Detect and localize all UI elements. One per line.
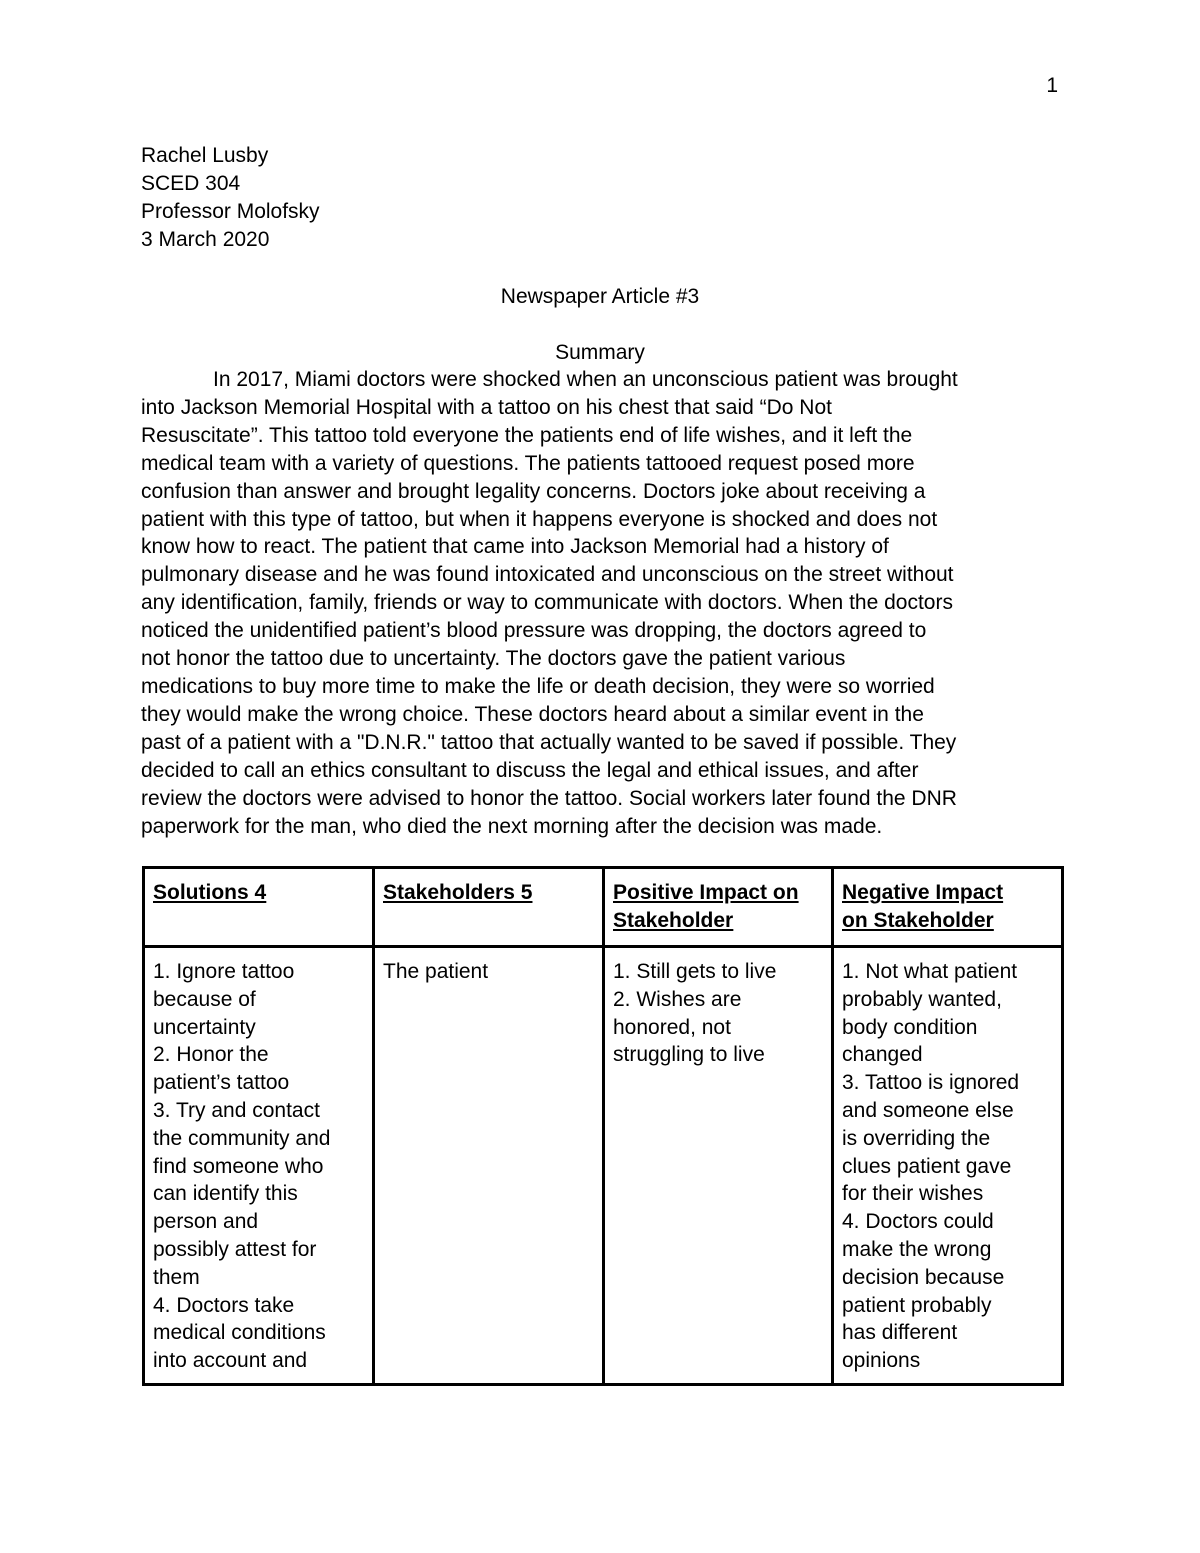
summary-line: patient with this type of tattoo, but when it happens everyone is shocked and does not	[141, 507, 938, 531]
summary-line: In 2017, Miami doctors were shocked when an unconscious patient was brought	[213, 368, 958, 391]
summary-line: pulmonary disease and he was found intoxicated and unconscious on the street without	[141, 563, 954, 587]
table-row	[144, 947, 1063, 1385]
summary-line: medical team with a variety of questions. The patients tattooed request posed more	[141, 451, 915, 475]
summary-line: review the doctors were advised to honor the tattoo. Social workers later found the DNR	[141, 786, 957, 810]
summary-line: decided to call an ethics consultant to discuss the legal and ethical issues, and after	[141, 758, 919, 782]
header-cell-negative-impact	[833, 868, 1063, 947]
cell-line: opinions	[842, 1349, 921, 1373]
cell-line: medical conditions	[153, 1321, 326, 1345]
cell-negative-impact	[833, 947, 1063, 1385]
summary-line: noticed the unidentified patient’s blood pressure was dropping, the doctors agreed to	[141, 619, 927, 643]
cell-line: make the wrong	[842, 1237, 992, 1261]
header-label	[383, 879, 594, 907]
summary-line: confusion than answer and brought legality concerns. Doctors joke about receiving a	[141, 479, 926, 503]
cell-line: 4. Doctors take	[153, 1293, 295, 1317]
header-label-line: Stakeholders 5	[383, 881, 533, 904]
summary-paragraph	[141, 366, 1061, 840]
header-label	[842, 879, 1053, 935]
cell-line: clues patient gave	[842, 1154, 1012, 1178]
professor-name: Professor Molofsky	[141, 200, 320, 223]
cell-line: person and	[153, 1210, 259, 1234]
cell-line: 1. Still gets to live	[613, 960, 777, 983]
summary-line: they would make the wrong choice. These doctors heard about a similar event in the	[141, 702, 924, 726]
header-label-line: Negative Impact	[842, 881, 1004, 904]
cell-line: 1. Not what patient	[842, 960, 1018, 983]
cell-line: 2. Honor the	[153, 1043, 269, 1067]
header-cell-solutions	[144, 868, 374, 947]
cell-line: body condition	[842, 1015, 978, 1039]
cell-line: 4. Doctors could	[842, 1210, 994, 1234]
summary-line: any identification, family, friends or way to communicate with doctors. When the doctors	[141, 591, 953, 615]
cell-line: the community and	[153, 1126, 331, 1150]
document-title: Newspaper Article #3	[500, 285, 700, 308]
cell-line: find someone who	[153, 1154, 324, 1178]
cell-line: 2. Wishes are	[613, 987, 742, 1011]
header-label-line: Solutions 4	[153, 881, 267, 904]
cell-line: is overriding the	[842, 1126, 991, 1150]
header-label	[613, 879, 823, 935]
header-label	[153, 879, 364, 907]
summary-heading: Summary	[555, 341, 645, 364]
table-header-row	[144, 868, 1063, 947]
cell-line: patient’s tattoo	[153, 1071, 290, 1095]
cell-line: 3. Try and contact	[153, 1098, 320, 1122]
header-label-line: on Stakeholder	[842, 908, 994, 932]
author-name: Rachel Lusby	[141, 144, 269, 167]
cell-line: possibly attest for	[153, 1237, 317, 1261]
cell-solutions	[144, 947, 374, 1385]
cell-positive-impact	[604, 947, 833, 1385]
stakeholder-analysis-table	[142, 866, 1064, 1386]
cell-line: uncertainty	[153, 1015, 256, 1039]
course-code: SCED 304	[141, 172, 241, 195]
summary-line: past of a patient with a "D.N.R." tattoo that actually wanted to be saved if possible. They	[141, 730, 957, 754]
header-label-line: Stakeholder	[613, 908, 734, 932]
cell-line: honored, not	[613, 1015, 731, 1039]
cell-stakeholders	[374, 947, 604, 1385]
cell-line: struggling to live	[613, 1043, 765, 1067]
cell-line: The patient	[383, 960, 489, 983]
header-label-line: Positive Impact on	[613, 881, 799, 904]
cell-line: probably wanted,	[842, 987, 1002, 1011]
cell-line: decision because	[842, 1265, 1005, 1289]
cell-line: has different	[842, 1321, 958, 1345]
summary-line: know how to react. The patient that came into Jackson Memorial had a history of	[141, 535, 889, 559]
cell-line: 3. Tattoo is ignored	[842, 1071, 1020, 1095]
cell-line: changed	[842, 1043, 923, 1067]
header-cell-positive-impact	[604, 868, 833, 947]
cell-line: can identify this	[153, 1182, 298, 1206]
cell-line: them	[153, 1265, 200, 1289]
summary-line: paperwork for the man, who died the next morning after the decision was made.	[141, 814, 883, 838]
document-date: 3 March 2020	[141, 228, 270, 251]
author-header-block	[141, 142, 320, 254]
cell-line: 1. Ignore tattoo	[153, 960, 295, 983]
cell-line: patient probably	[842, 1293, 992, 1317]
summary-line: not honor the tattoo due to uncertainty. The doctors gave the patient various	[141, 647, 846, 671]
header-cell-stakeholders	[374, 868, 604, 947]
page-number: 1	[1046, 74, 1058, 97]
cell-line: into account and	[153, 1349, 308, 1373]
summary-line: into Jackson Memorial Hospital with a tattoo on his chest that said “Do Not	[141, 395, 832, 419]
summary-line: medications to buy more time to make the life or death decision, they were so worried	[141, 674, 935, 698]
summary-line: Resuscitate”. This tattoo told everyone the patients end of life wishes, and it left the	[141, 423, 913, 447]
cell-line: for their wishes	[842, 1182, 984, 1206]
cell-line: because of	[153, 987, 256, 1011]
cell-line: and someone else	[842, 1098, 1014, 1122]
